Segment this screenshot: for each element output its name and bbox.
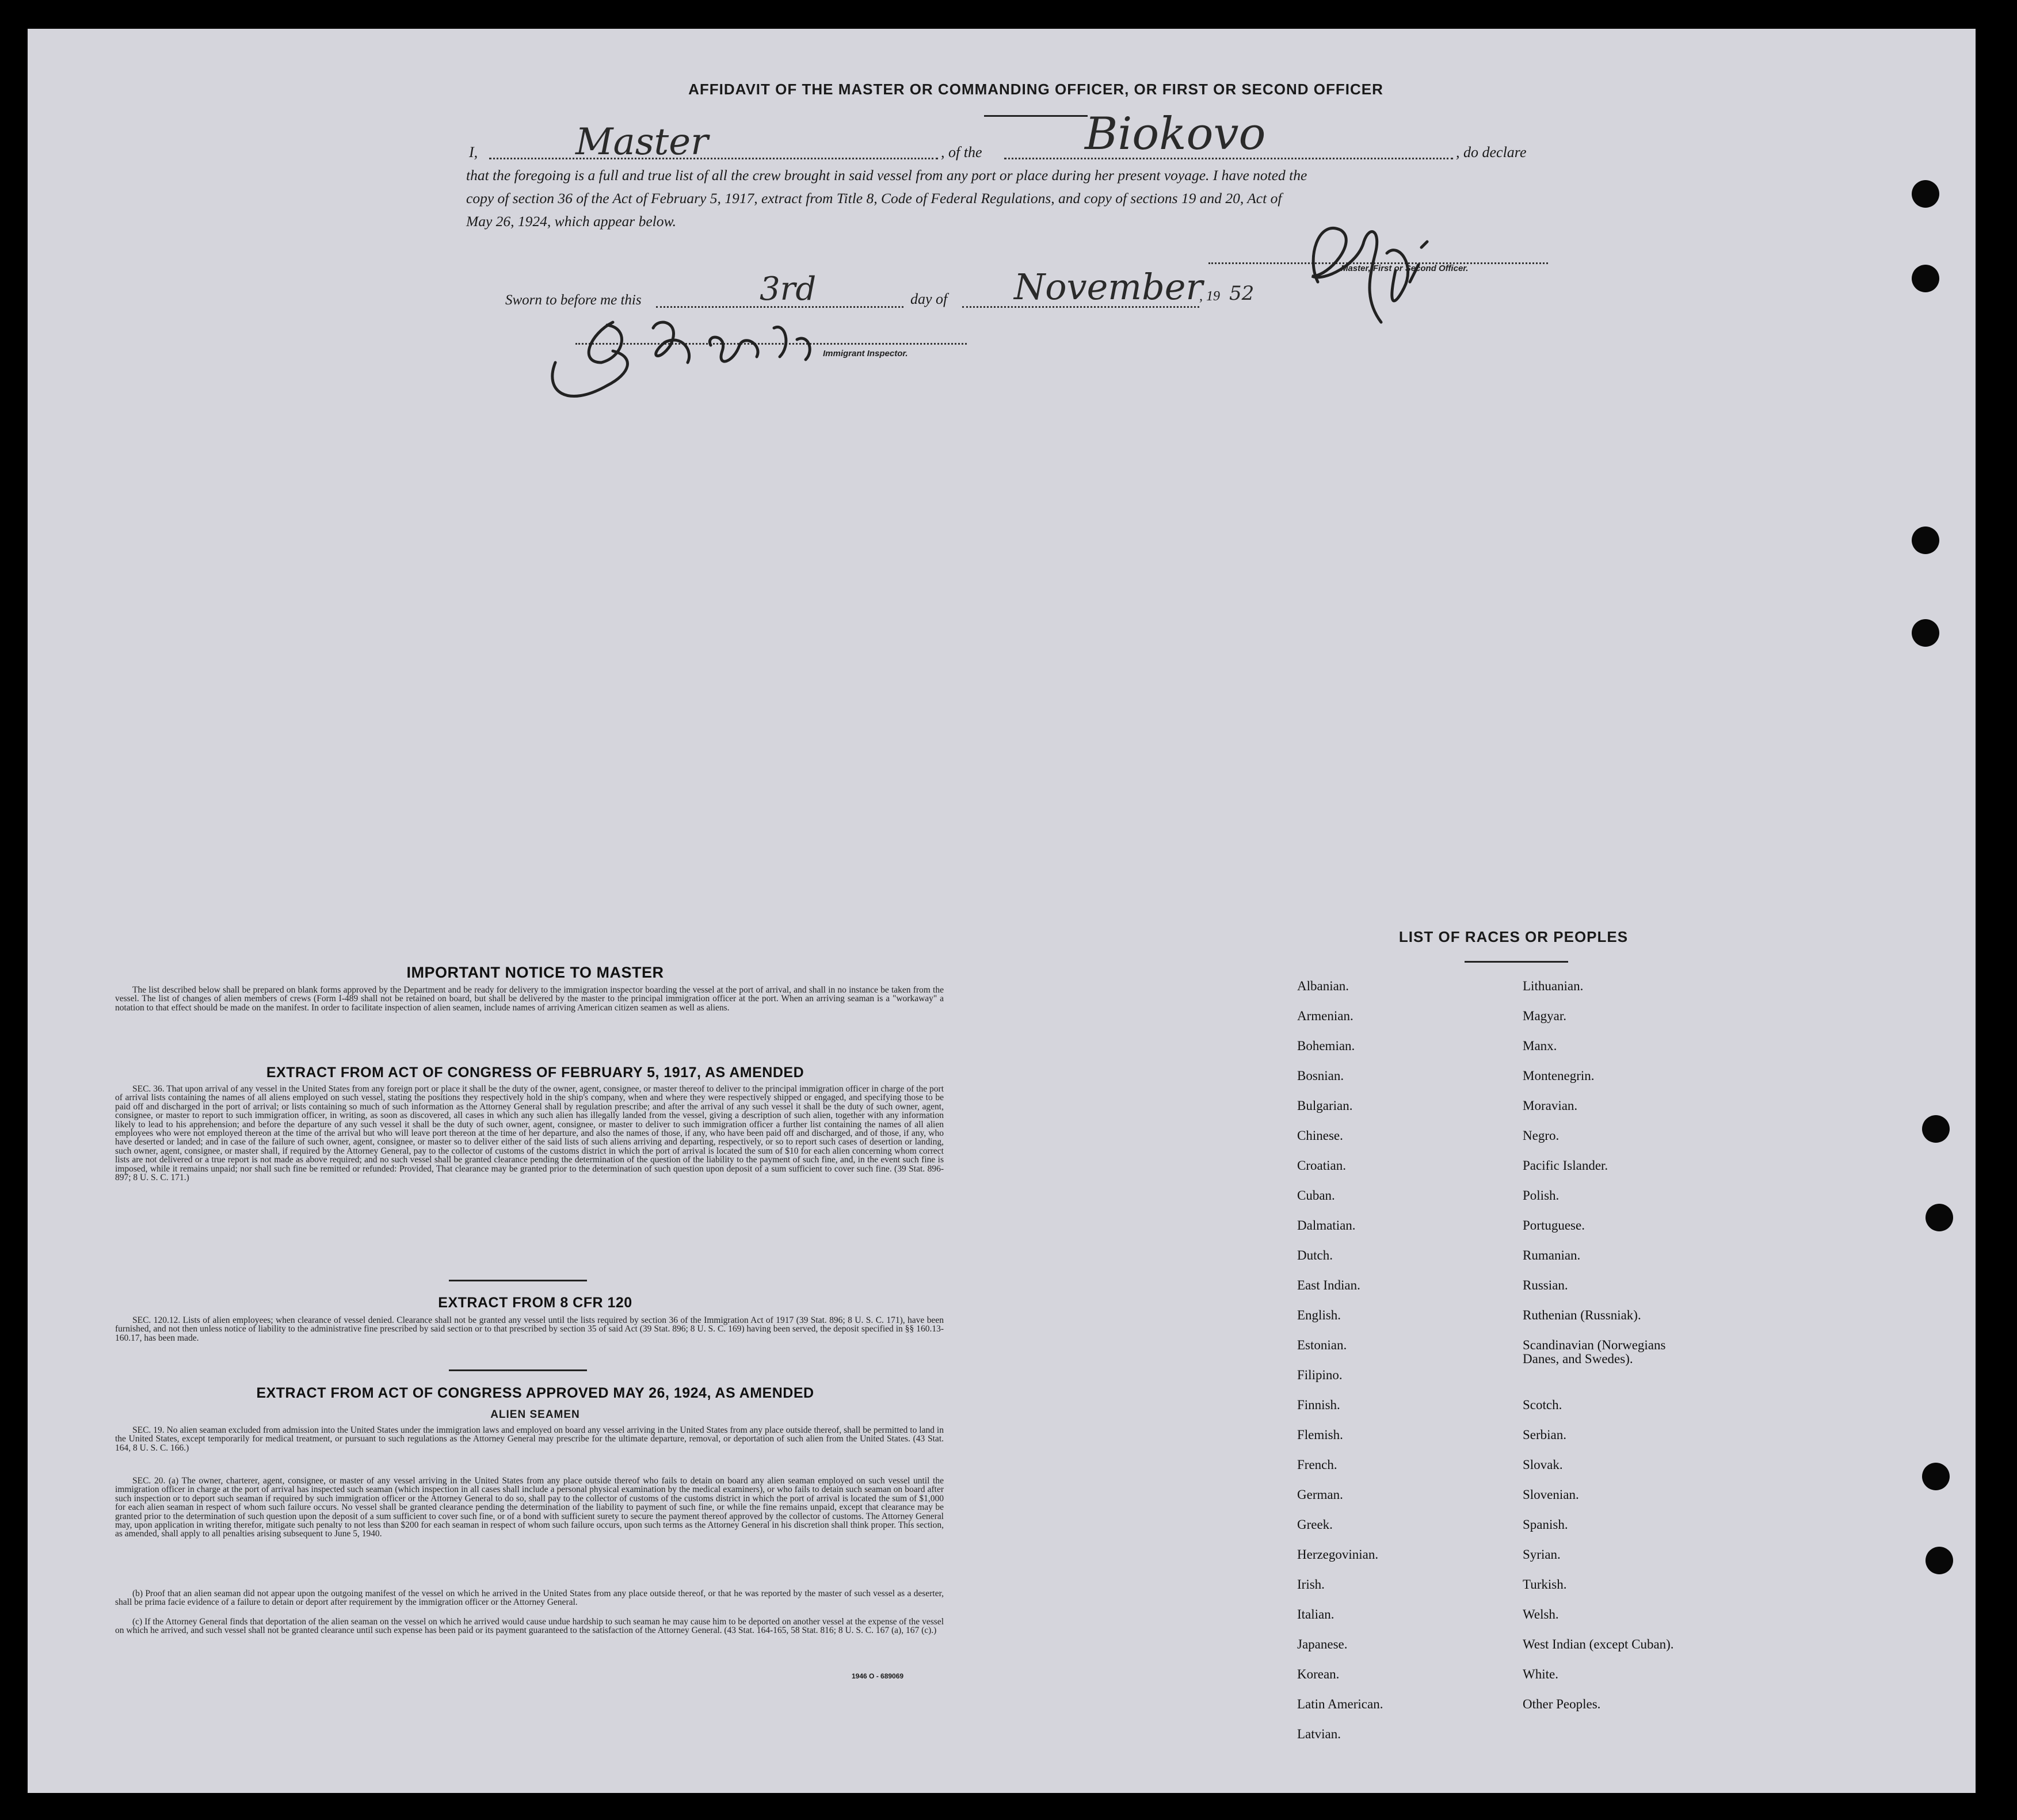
inspector-caption: Immigrant Inspector. [823, 349, 908, 358]
race-item: Scotch. [1523, 1398, 1562, 1412]
race-item: Turkish. [1523, 1577, 1567, 1592]
race-item: Other Peoples. [1523, 1697, 1601, 1711]
race-item: Montenegrin. [1523, 1069, 1595, 1083]
punch-hole [1912, 619, 1939, 647]
name-field [489, 115, 938, 163]
race-item: Chinese. [1297, 1128, 1343, 1143]
extract-1924-sec20c: (c) If the Attorney General finds that deportation of the alien seaman on the vessel on which he arrived would cause undue hardship to such seaman he may cause him to be deported on another vessel at the expense of the vessel on which he arrived, and such vessel shall not be granted clearance until such expense has been paid or its payment guaranteed to the satisfaction of the Attorney General. (43 Stat. 164-165, 58 Stat. 816; 8 U. S. C. 167 (a), 167 (c).) [115, 1617, 944, 1636]
race-item: Lithuanian. [1523, 979, 1584, 993]
year-handwritten: 52 [1229, 282, 1255, 305]
month-field [962, 265, 1203, 308]
race-item: Croatian. [1297, 1158, 1346, 1173]
race-item: Bosnian. [1297, 1069, 1344, 1083]
declaration-line-2: copy of section 36 of the Act of February 5, 1917, extract from Title 8, Code of Federal Regulations, and copy of sections 19 and 20, Act of [466, 190, 1282, 207]
i-label: I, [469, 144, 478, 161]
race-item: Irish. [1297, 1577, 1325, 1592]
race-item: English. [1297, 1308, 1341, 1322]
printer-mark: 1946 O - 689069 [852, 1672, 904, 1680]
race-item: Pacific Islander. [1523, 1158, 1608, 1173]
vessel-field [1004, 104, 1453, 159]
extract-1924-sec20a: SEC. 20. (a) The owner, charterer, agent, consignee, or master of any vessel arriving in the United States from any place outside thereof who fails to detain on board any alien seaman employed on such vessel until the immigration officer in charge at the port of arrival has inspected such seaman (which inspection in all cases shall include a personal physical examination by the medical examiners), or who fails to detain such seaman on board after such inspection or to deport such seaman if required by such immigration officer or the Attorney General to do so, shall pay to the collector of customs of the customs district in which the port of arrival is located the sum of $1,000 for each alien seaman in respect of whom such failure occurs. No vessel shall be granted clearance pending the determination of the liability to payment of such fine, or while the fine remains unpaid, except that clearance may be granted prior to the determination of such question upon the deposit of a sum sufficient to cover such fine, or of a bond with sufficient surety to secure the payment thereof approved by the collector of customs. The Attorney General may, upon application in writing therefor, mitigate such penalty to not less than $200 for each seaman in respect of whom such failure occurs, upon such terms as the Attorney General in his discretion shall think proper. This section, as amended, shall apply to all penalties arising subsequent to June 5, 1940. [115, 1476, 944, 1539]
race-item: Armenian. [1297, 1009, 1353, 1023]
race-item: Polish. [1523, 1188, 1560, 1203]
race-item: Korean. [1297, 1667, 1340, 1681]
punch-hole [1912, 526, 1939, 554]
inspector-signature [544, 311, 843, 414]
race-item: Albanian. [1297, 979, 1349, 993]
race-item: Latvian. [1297, 1727, 1341, 1741]
punch-hole [1912, 265, 1939, 292]
notice-body: The list described below shall be prepared on blank forms approved by the Department and be ready for delivery to the immigration inspector boarding the vessel at the port of arrival, and shall in no instance be taken from the vessel. The list of changes of alien members of crews (Form I-489 shall not be retained on board, but shall be delivered by the master to the principal immigration officer at the port. When an arriving seaman is a "workaway" a notation to that effect should be made on the manifest. In order to facilitate inspection of alien seamen, include names of arriving American citizen seamen as well as aliens. [115, 985, 944, 1013]
race-item: Latin American. [1297, 1697, 1383, 1711]
race-item: Negro. [1523, 1128, 1560, 1143]
race-item: Russian. [1523, 1278, 1568, 1292]
race-item: Herzegovinian. [1297, 1547, 1379, 1562]
race-item: Slovak. [1523, 1457, 1563, 1472]
punch-hole [1922, 1115, 1950, 1143]
declare-label: , do declare [1456, 144, 1527, 161]
officer-caption: Master, First or Second Officer. [1341, 264, 1469, 273]
races-title: LIST OF RACES OR PEOPLES [1398, 928, 1629, 945]
race-item: Estonian. [1297, 1338, 1347, 1352]
race-item: Syrian. [1523, 1547, 1561, 1562]
year-prefix: , 19 [1199, 289, 1220, 304]
punch-hole [1912, 180, 1939, 208]
sworn-label: Sworn to before me this [505, 292, 642, 308]
extract-1924-sec19: SEC. 19. No alien seaman excluded from admission into the United States under the immigration laws and employed on board any vessel arriving in the United States from any place outside thereof, shall be permitted to land in the United States, except temporarily for medical treatment, or pursuant to such regulations as the Attorney General may prescribe for the ultimate departure, removal, or deportation of such alien from the United States. (43 Stat. 164, 8 U. S. C. 166.) [115, 1425, 944, 1453]
race-item: Bulgarian. [1297, 1098, 1353, 1113]
notice-title: IMPORTANT NOTICE TO MASTER [406, 964, 664, 981]
section-divider [449, 1280, 587, 1281]
extract-1917-title: EXTRACT FROM ACT OF CONGRESS OF FEBRUARY 5, 1917, AS AMENDED [266, 1064, 804, 1081]
race-item: Dutch. [1297, 1248, 1333, 1262]
race-item: Serbian. [1523, 1428, 1567, 1442]
race-item: Moravian. [1523, 1098, 1578, 1113]
day-handwritten: 3rd [760, 270, 817, 308]
extract-1924-title: EXTRACT FROM ACT OF CONGRESS APPROVED MAY 26, 1924, AS AMENDED [256, 1385, 814, 1401]
race-item: Spanish. [1523, 1517, 1568, 1532]
race-item: Welsh. [1523, 1607, 1559, 1621]
race-item: Japanese. [1297, 1637, 1348, 1651]
race-item: Cuban. [1297, 1188, 1335, 1203]
punch-hole [1926, 1547, 1953, 1574]
day-field [656, 270, 903, 308]
race-item: Rumanian. [1523, 1248, 1581, 1262]
extract-1924-sec20b: (b) Proof that an alien seaman did not appear upon the outgoing manifest of the vessel on which he arrived in the United States from any place outside thereof, or that he was reported by the master of such vessel as a deserter, shall be prima facie evidence of a failure to detain or deport after requirement by the immigration officer or the Attorney General. [115, 1589, 944, 1608]
name-handwritten: Master [575, 121, 708, 163]
of-the-label: , of the [941, 144, 982, 161]
race-item: Manx. [1523, 1039, 1557, 1053]
declaration-line-3: May 26, 1924, which appear below. [466, 213, 676, 230]
race-item: Flemish. [1297, 1428, 1343, 1442]
race-item: West Indian (except Cuban). [1523, 1637, 1674, 1651]
race-item: Ruthenian (Russniak). [1523, 1308, 1641, 1322]
race-item: Scandinavian (Norwegians Danes, and Swedes). [1523, 1338, 1666, 1366]
race-item: East Indian. [1297, 1278, 1360, 1292]
declaration-line-1: that the foregoing is a full and true list of all the crew brought in said vessel from any port or place during her present voyage. I have noted the [466, 167, 1307, 184]
race-item: Bohemian. [1297, 1039, 1355, 1053]
officer-signature [1295, 207, 1456, 339]
day-of-label: day of [910, 291, 948, 307]
extract-cfr-title: EXTRACT FROM 8 CFR 120 [438, 1295, 632, 1311]
affidavit-title: AFFIDAVIT OF THE MASTER OR COMMANDING OFFICER, OR FIRST OR SECOND OFFICER [688, 81, 1383, 98]
month-handwritten: November [1014, 266, 1203, 308]
race-item: Magyar. [1523, 1009, 1567, 1023]
race-item: Italian. [1297, 1607, 1335, 1621]
race-item: Greek. [1297, 1517, 1333, 1532]
extract-cfr-body: SEC. 120.12. Lists of alien employees; when clearance of vessel denied. Clearance shall not be granted any vessel until the lists required by section 36 of the Immigration Act of 1917 (39 Stat. 896; 8 U. S. C. 171), have been furnished, and not then unless notice of liability to the administrative fine prescribed by said section or to that prescribed by section 35 of said Act (39 Stat. 896; 8 U. S. C. 169) having been served, the deposit specified in §§ 160.13-160.17, has been made. [115, 1315, 944, 1343]
extract-1924-subtitle: ALIEN SEAMEN [490, 1409, 580, 1421]
race-item: Filipino. [1297, 1368, 1343, 1382]
punch-hole [1922, 1463, 1950, 1490]
race-item: Slovenian. [1523, 1487, 1579, 1502]
extract-1917-body: SEC. 36. That upon arrival of any vessel in the United States from any foreign port or place it shall be the duty of the owner, agent, consignee, or master thereof to deliver to the principal immigration officer in charge of the port of arrival lists containing the names of all aliens employed on such vessel, stating the positions they respectively hold in the ship's company, when and where they were respectively shipped or engaged, and specifying those to be paid off and discharged in the port of arrival; or lists containing so much of such information as the Attorney General shall by regulation prescribe; and after the arrival of any such vessel it shall be the duty of such owner, agent, consignee, or master to report to such immigration officer, in writing, as soon as discovered, all cases in which any such alien has illegally landed from the vessel, giving a description of such alien, together with any information likely to lead to his apprehension; and before the departure of any such vessel it shall be the duty of such owner, agent, consignee, or master to deliver to such immigration officer a further list containing the names of all alien employees who were not employed thereon at the time of the arrival but who will leave port thereon at the time of her departure, and also the names of those, if any, who have been paid off and discharged, and of those, if any, who have deserted or landed; and in case of the failure of such owner, agent, consignee, or master so to deliver either of the said lists of such aliens arriving and departing, respectively, or so to report such cases of desertion or landing, such owner, agent, consignee, or master shall, if required by the Attorney General, pay to the collector of customs of the customs district in which the port of arrival is located the sum of $10 for each alien concerning whom correct lists are not delivered or a true report is not made as above required; and no such vessel shall be granted clearance pending the determination of the question of the liability to the payment of such fine, and, in the event such fine is imposed, while it remains unpaid; nor shall such fine be remitted or refunded: Provided, That clearance may be granted prior to the determination of such question upon deposit of a sum sufficient to cover such fine. (39 Stat. 896-897; 8 U. S. C. 171.) [115, 1084, 944, 1183]
race-item: Portuguese. [1523, 1218, 1585, 1233]
race-item: German. [1297, 1487, 1343, 1502]
race-item: White. [1523, 1667, 1558, 1681]
race-item: Dalmatian. [1297, 1218, 1356, 1233]
vessel-handwritten: Biokovo [1085, 108, 1266, 160]
punch-hole [1926, 1204, 1953, 1231]
races-title-divider [1465, 961, 1568, 963]
race-item: French. [1297, 1457, 1337, 1472]
race-item: Finnish. [1297, 1398, 1340, 1412]
section-divider [449, 1369, 587, 1371]
